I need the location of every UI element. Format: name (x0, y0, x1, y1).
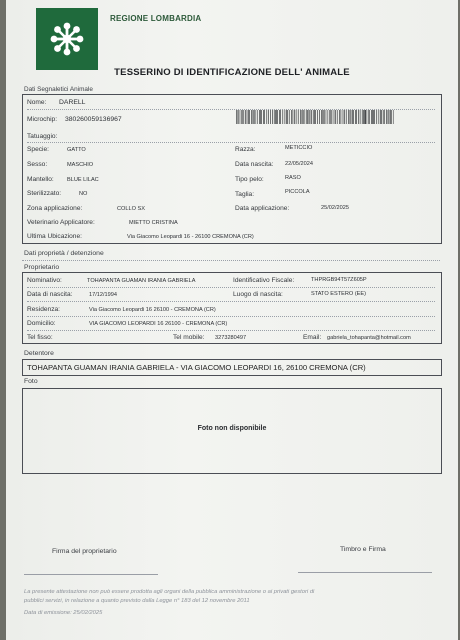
domicilio-label: Domicilio: (27, 320, 56, 327)
barcode-bar (285, 110, 286, 124)
barcode-bar (321, 110, 322, 124)
sesso-value: MASCHIO (67, 162, 94, 168)
barcode-bar (376, 110, 377, 124)
specie-label: Specie: (27, 146, 49, 153)
barcode-bar (374, 110, 375, 124)
barcode-bar (293, 110, 294, 124)
barcode-bar (259, 110, 260, 124)
barcode-bar (343, 110, 344, 124)
pelo-label: Tipo pelo: (235, 176, 264, 183)
barcode-bar (391, 110, 392, 124)
barcode-bar (364, 110, 365, 124)
sterilizzato-label: Sterilizzato: (27, 190, 62, 197)
id-card-sheet (6, 0, 458, 640)
divider (27, 301, 435, 302)
barcode-bar (277, 110, 278, 124)
tel-mobile-value: 3273280497 (215, 335, 247, 341)
barcode-bar (325, 110, 326, 124)
barcode-bar (365, 110, 366, 124)
detentore-label: Detentore (24, 350, 54, 357)
barcode-bar (289, 110, 290, 124)
nome-value: DARELL (59, 99, 86, 106)
barcode-bar (274, 110, 275, 124)
barcode-bar (332, 110, 333, 124)
nascita-label: Data nascita: (235, 161, 274, 168)
animal-section-label: Dati Segnaletici Animale (24, 86, 93, 93)
barcode-bar (254, 110, 255, 124)
barcode-bar (286, 110, 287, 124)
barcode-bar (317, 110, 318, 124)
domicilio-value: VIA GIACOMO LEOPARDI 16 26100 - CREMONA (CR) (89, 321, 228, 327)
pelo-value: RASO (285, 175, 301, 181)
barcode-bar (239, 110, 240, 124)
cf-value: THPRGB94T57Z605P (311, 277, 367, 283)
taglia-value: PICCOLA (285, 189, 310, 195)
tatuaggio-label: Tatuaggio: (27, 133, 58, 140)
luogo-value: STATO ESTERO (EE) (311, 291, 367, 297)
barcode-bar (307, 110, 308, 124)
barcode-bar (315, 110, 316, 124)
applicazione-label: Data applicazione: (235, 205, 290, 212)
microchip-barcode (236, 110, 394, 124)
nominativo-value: TOHAPANTA GUAMAN IRANIA GABRIELA (87, 278, 196, 284)
barcode-bar (309, 110, 310, 124)
owner-nascita-value: 17/12/1994 (89, 292, 117, 298)
tel-mobile-label: Tel mobile: (173, 334, 205, 341)
barcode-bar (344, 110, 345, 124)
barcode-bar (276, 110, 277, 124)
barcode-bar (287, 110, 288, 124)
barcode-bar (381, 110, 382, 124)
barcode-bar (300, 110, 301, 124)
zona-label: Zona applicazione: (27, 205, 83, 212)
owner-section-label: Dati proprietà / detenzione (24, 250, 104, 257)
specie-value: GATTO (67, 147, 86, 153)
barcode-bar (346, 110, 347, 124)
barcode-bar (341, 110, 342, 124)
mantello-label: Mantello: (27, 176, 54, 183)
divider (27, 142, 435, 143)
zona-value: COLLO SX (117, 206, 145, 212)
barcode-bar (329, 110, 330, 124)
owner-signature-label: Firma del proprietario (52, 548, 117, 555)
microchip-label: Microchip: (27, 116, 58, 123)
applicazione-value: 25/02/2025 (321, 205, 349, 211)
barcode-bar (313, 110, 314, 124)
barcode-bar (334, 110, 335, 124)
barcode-bar (311, 110, 312, 124)
barcode-bar (353, 110, 354, 124)
barcode-bar (356, 110, 357, 124)
veterinario-label: Veterinario Applicatore: (27, 219, 95, 226)
barcode-bar (358, 110, 359, 124)
barcode-bar (389, 110, 390, 124)
barcode-bar (260, 110, 261, 124)
barcode-bar (296, 110, 297, 124)
barcode-bar (363, 110, 364, 124)
cf-label: Identificativo Fiscale: (233, 277, 295, 284)
owner-signature-line (24, 574, 158, 575)
barcode-bar (245, 110, 246, 124)
owner-data-box (22, 272, 442, 344)
footer-note-line1: La presente attestazione non può essere prodotta agli organi della pubblica amministrazione o ai privati gestori di (24, 589, 315, 595)
veterinario-value: MIETTO CRISTINA (129, 220, 178, 226)
barcode-bar (267, 110, 268, 124)
residenza-label: Residenza: (27, 306, 60, 313)
barcode-bar (331, 110, 332, 124)
barcode-bar (314, 110, 315, 124)
email-value: gabriela_tohapanta@hotmail.com (327, 335, 411, 341)
barcode-bar (348, 110, 349, 124)
barcode-bar (368, 110, 369, 124)
sesso-label: Sesso: (27, 161, 48, 168)
barcode-bar (355, 110, 356, 124)
divider (22, 260, 440, 261)
barcode-bar (253, 110, 254, 124)
barcode-bar (303, 110, 304, 124)
barcode-bar (384, 110, 385, 124)
nominativo-label: Nominativo: (27, 277, 62, 284)
barcode-bar (236, 110, 237, 124)
divider (27, 330, 435, 331)
barcode-bar (386, 110, 387, 124)
barcode-bar (251, 110, 252, 124)
nome-label: Nome: (27, 99, 47, 106)
barcode-bar (248, 110, 249, 124)
barcode-bar (335, 110, 336, 124)
email-label: Email: (303, 334, 322, 341)
barcode-bar (360, 110, 361, 124)
barcode-bar (379, 110, 380, 124)
barcode-bar (255, 110, 256, 124)
barcode-bar (319, 110, 320, 124)
barcode-bar (327, 110, 328, 124)
owner-nascita-label: Data di nascita: (27, 291, 73, 298)
microchip-value: 380260059136967 (65, 116, 122, 123)
lombardy-rose-logo-icon (36, 8, 98, 70)
barcode-bar (371, 110, 372, 124)
divider (27, 316, 435, 317)
sterilizzato-value: NO (79, 191, 88, 197)
barcode-bar (323, 110, 324, 124)
ubicazione-value: Via Giacomo Leopardi 16 - 26100 CREMONA (CR) (127, 234, 254, 240)
barcode-bar (244, 110, 245, 124)
barcode-bar (263, 110, 264, 124)
footer-note-line2: pubblici servizi, in relazione a quanto previsto dalla Legge n° 183 del 12 novembre 2011 (24, 598, 250, 604)
barcode-bar (261, 110, 262, 124)
barcode-bar (247, 110, 248, 124)
barcode-bar (249, 110, 250, 124)
barcode-bar (352, 110, 353, 124)
luogo-label: Luogo di nascita: (233, 291, 283, 298)
barcode-bar (372, 110, 373, 124)
ubicazione-label: Ultima Ubicazione: (27, 233, 82, 240)
barcode-bar (280, 110, 281, 124)
proprietario-label: Proprietario (24, 264, 60, 271)
barcode-bar (302, 110, 303, 124)
barcode-bar (270, 110, 271, 124)
holder-box (22, 359, 442, 376)
taglia-label: Taglia: (235, 191, 255, 198)
barcode-bar (304, 110, 305, 124)
divider (27, 287, 435, 288)
barcode-bar (306, 110, 307, 124)
barcode-bar (242, 110, 243, 124)
barcode-bar (369, 110, 370, 124)
barcode-bar (388, 110, 389, 124)
barcode-bar (351, 110, 352, 124)
barcode-bar (291, 110, 292, 124)
barcode-bar (350, 110, 351, 124)
document-title: TESSERINO DI IDENTIFICAZIONE DELL' ANIMALE (114, 67, 350, 78)
foto-label: Foto (24, 378, 38, 385)
barcode-bar (339, 110, 340, 124)
photo-placeholder: Foto non disponibile (197, 425, 267, 432)
barcode-bar (383, 110, 384, 124)
barcode-bar (272, 110, 273, 124)
razza-label: Razza: (235, 146, 256, 153)
barcode-bar (238, 110, 239, 124)
region-name: REGIONE LOMBARDIA (110, 14, 202, 23)
stamp-signature-label: Timbro e Firma (340, 546, 386, 553)
barcode-bar (283, 110, 284, 124)
mantello-value: BLUE LILAC (67, 177, 99, 183)
holder-value: TOHAPANTA GUAMAN IRANIA GABRIELA - VIA GIACOMO LEOPARDI 16, 26100 CREMONA (CR) (27, 363, 366, 372)
barcode-bar (264, 110, 265, 124)
barcode-bar (380, 110, 381, 124)
stamp-signature-line (298, 572, 432, 573)
issue-date: Data di emissione: 25/02/2025 (24, 610, 103, 616)
barcode-bar (275, 110, 276, 124)
barcode-bar (362, 110, 363, 124)
residenza-value: Via Giacomo Leopardi 16 26100 - CREMONA (CR) (89, 307, 216, 313)
barcode-bar (294, 110, 295, 124)
tel-fisso-label: Tel fisso: (27, 334, 53, 341)
barcode-bar (310, 110, 311, 124)
barcode-bar (337, 110, 338, 124)
barcode-bar (373, 110, 374, 124)
barcode-bar (268, 110, 269, 124)
razza-value: METICCIO (285, 145, 313, 151)
barcode-bar (324, 110, 325, 124)
barcode-bar (257, 110, 258, 124)
nascita-value: 22/05/2024 (285, 161, 313, 167)
barcode-bar (390, 110, 391, 124)
barcode-bar (298, 110, 299, 124)
photo-box (22, 388, 442, 474)
barcode-bar (241, 110, 242, 124)
barcode-bar (279, 110, 280, 124)
